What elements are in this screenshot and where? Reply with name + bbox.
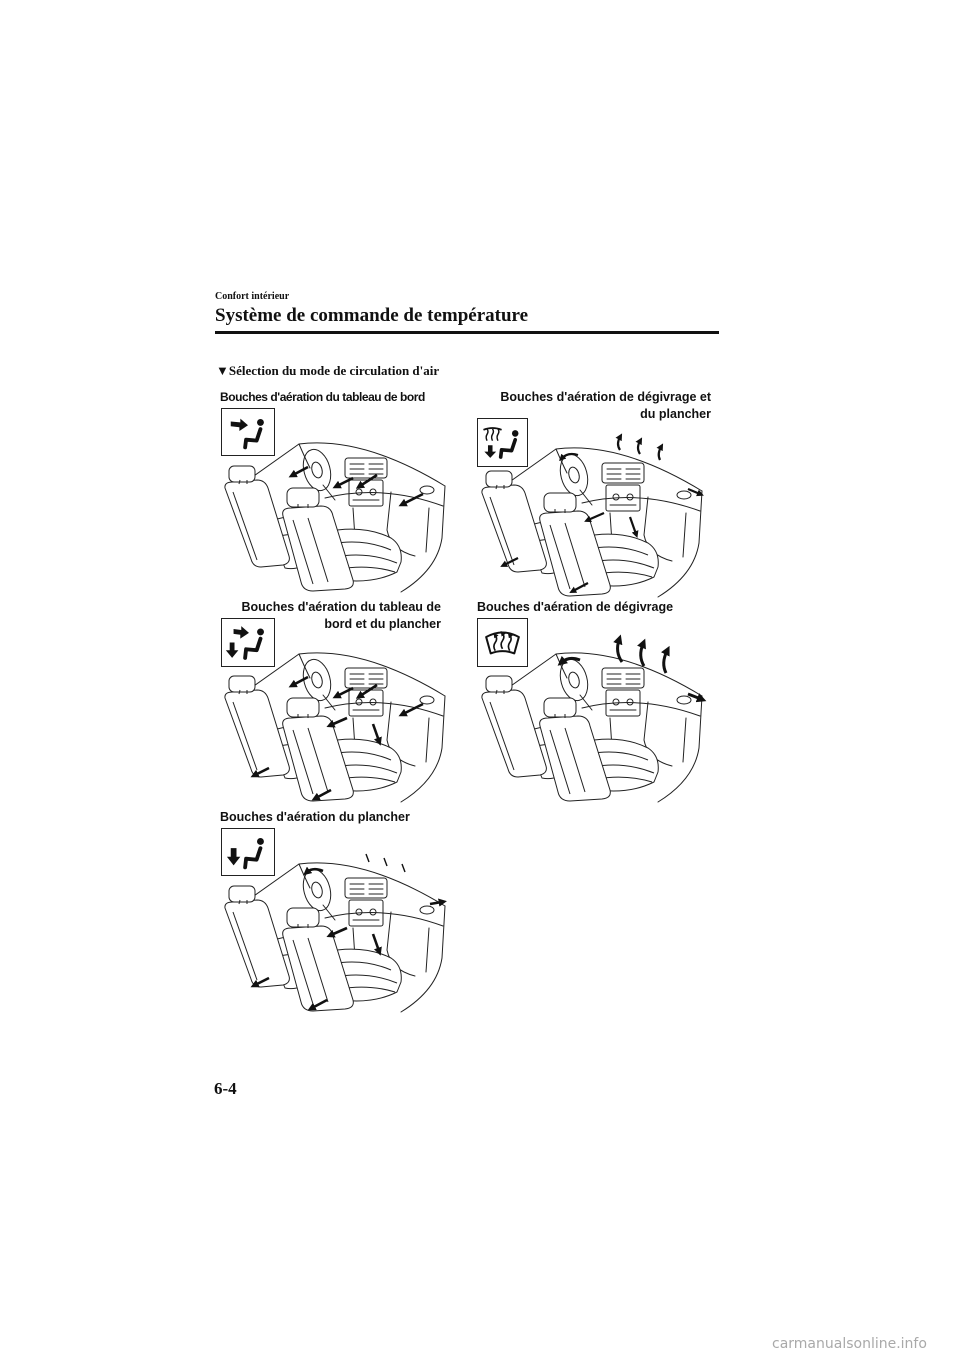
panel-label-line: Bouches d'aération du tableau de bord <box>220 390 425 404</box>
panel-label-line: du plancher <box>640 407 711 421</box>
floor-mode-icon <box>221 828 275 876</box>
defrost-wave <box>486 429 499 441</box>
panel-label-face <box>220 389 425 406</box>
airflow-arrow <box>373 934 379 951</box>
airflow-arrow <box>588 513 604 520</box>
airflow-arrow <box>331 718 347 725</box>
face-vent-mode-icon <box>221 408 275 456</box>
windshield-shape <box>486 633 519 654</box>
airflow-arrow <box>373 724 379 741</box>
person-body <box>245 639 260 658</box>
floor-arrow <box>226 643 239 658</box>
airflow-arrow <box>664 651 667 673</box>
defrost-mode-icon <box>477 618 528 667</box>
section-name: Confort intérieur <box>215 291 290 302</box>
page-title: Système de commande de température <box>215 305 529 326</box>
watermark: carmanualsonline.info <box>772 1336 927 1352</box>
airflow-arrow <box>618 437 620 450</box>
defrost-wave <box>501 633 504 648</box>
airflow-arrow <box>659 447 661 460</box>
panel-label-line: Bouches d'aération de dégivrage <box>477 600 674 614</box>
defrost-wave <box>508 635 511 650</box>
panel-label-line: Bouches d'aération du plancher <box>220 810 410 824</box>
defrost-floor-mode-icon <box>477 418 528 467</box>
airflow-arrow <box>638 441 640 454</box>
person-head <box>257 628 264 635</box>
face-floor-mode-icon <box>221 618 275 667</box>
person-body <box>245 429 260 447</box>
panel-label-line: bord et du plancher <box>324 617 441 631</box>
airflow-arrow <box>630 517 636 534</box>
person-head <box>257 838 264 845</box>
person-head <box>512 430 519 437</box>
title-rule <box>215 331 719 334</box>
airflow-arrow <box>337 688 353 696</box>
person-head <box>257 419 264 426</box>
subsection-heading <box>216 363 439 379</box>
triangle-marker-icon: ▼ <box>216 363 229 378</box>
airflow-tick <box>366 854 369 862</box>
panel-label-defrost <box>477 599 673 616</box>
panel-label-line: Bouches d'aération du tableau de <box>241 600 441 614</box>
floor-arrow <box>227 848 240 865</box>
airflow-arrow <box>293 677 308 685</box>
airflow-tick <box>402 864 405 872</box>
floor-arrow <box>484 445 496 458</box>
face-arrow <box>234 626 249 639</box>
face-arrow <box>231 419 248 431</box>
defrost-wave <box>494 635 497 650</box>
person-body <box>245 848 260 867</box>
airflow-arrow <box>430 902 442 904</box>
panel-label-line: Bouches d'aération de dégivrage et <box>500 390 711 404</box>
airflow-tick <box>384 858 387 866</box>
airflow-arrow <box>293 467 308 475</box>
airflow-arrow <box>641 644 644 666</box>
page-number: 6-4 <box>214 1079 237 1098</box>
panel-label-floor <box>220 809 410 826</box>
airflow-arrow <box>337 478 353 486</box>
airflow-arrow <box>331 928 347 935</box>
person-body <box>501 440 516 457</box>
subsection-title: Sélection du mode de circulation d'air <box>228 363 440 378</box>
